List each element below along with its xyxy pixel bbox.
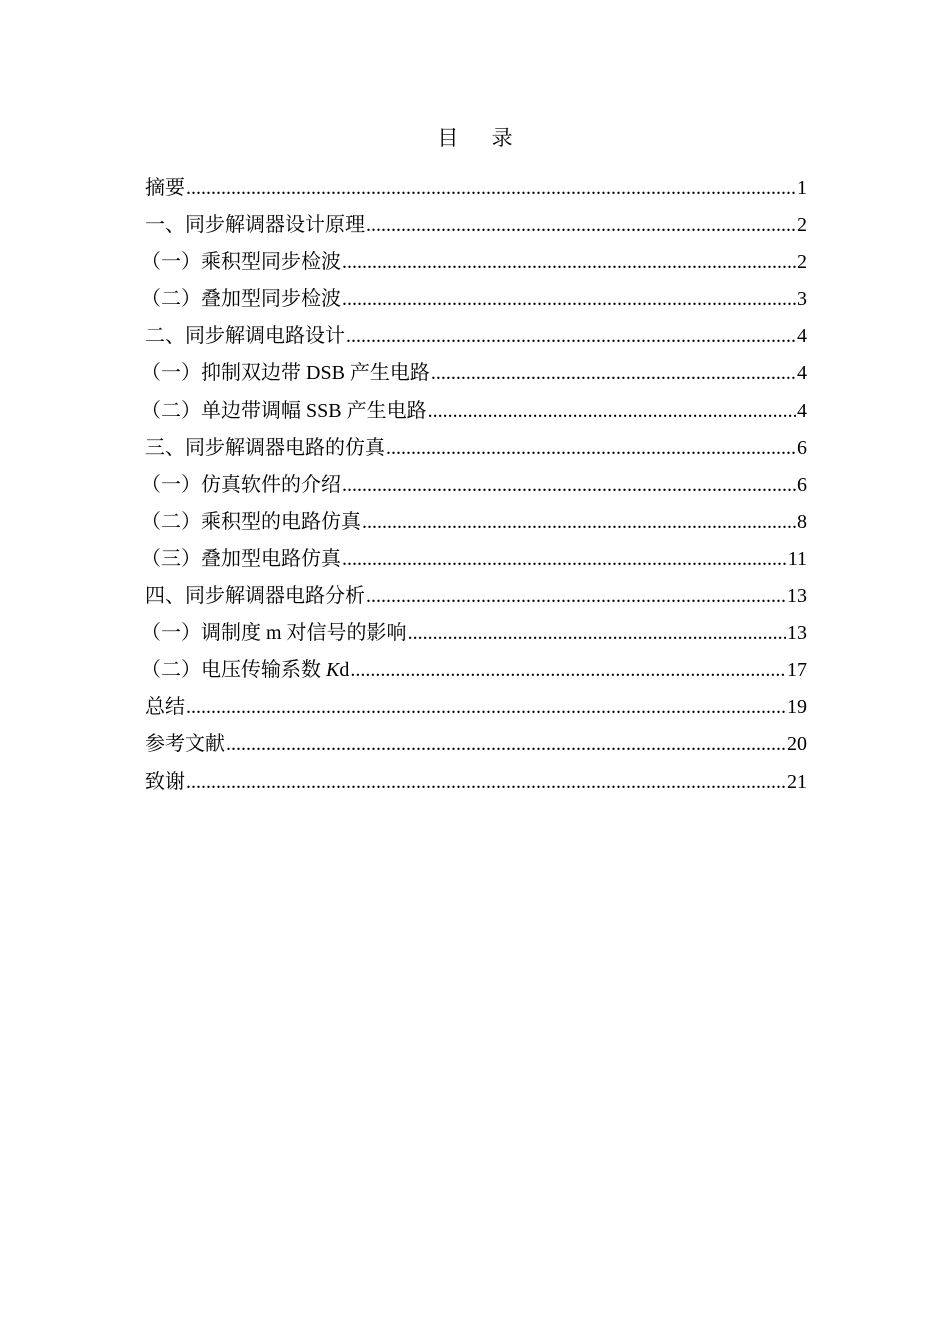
toc-list bbox=[141, 170, 807, 801]
toc-page-number: 19 bbox=[787, 696, 807, 719]
toc-page-number: 2 bbox=[797, 214, 807, 237]
toc-page-number: 3 bbox=[797, 288, 807, 311]
toc-entry-section-4-2[interactable] bbox=[141, 652, 807, 689]
toc-entry-text: （二）乘积型的电路仿真 bbox=[141, 510, 361, 533]
toc-entry-text-main: （二）电压传输系数 bbox=[141, 659, 326, 682]
toc-page-number: 8 bbox=[797, 510, 807, 533]
dot-leader bbox=[342, 467, 796, 504]
toc-entry-text: 一、同步解调器设计原理 bbox=[145, 214, 365, 237]
toc-page-number: 2 bbox=[797, 251, 807, 274]
toc-entry-section-2-2[interactable] bbox=[141, 393, 807, 430]
dot-leader bbox=[342, 281, 796, 318]
toc-entry-references[interactable] bbox=[145, 726, 807, 763]
toc-entry-text: 致谢 bbox=[145, 770, 185, 793]
dot-leader bbox=[386, 430, 796, 467]
toc-page-number: 4 bbox=[797, 399, 807, 422]
dot-leader bbox=[428, 393, 796, 430]
toc-entry-section-2-1[interactable] bbox=[141, 355, 807, 392]
dot-leader bbox=[186, 764, 786, 801]
toc-page-number: 20 bbox=[787, 733, 807, 756]
dot-leader bbox=[342, 541, 787, 578]
toc-entry-chapter-1[interactable] bbox=[145, 207, 807, 244]
dot-leader bbox=[366, 207, 796, 244]
dot-leader bbox=[226, 726, 786, 763]
toc-entry-text: 参考文献 bbox=[145, 733, 225, 756]
toc-entry-acknowledgements[interactable] bbox=[145, 764, 807, 801]
dot-leader bbox=[186, 170, 796, 207]
toc-entry-text: （二）单边带调幅 SSB 产生电路 bbox=[141, 399, 427, 422]
toc-entry-text: （二）叠加型同步检波 bbox=[141, 288, 341, 311]
dot-leader bbox=[186, 689, 786, 726]
toc-entry-text-suffix: d bbox=[339, 659, 350, 682]
toc-page-number: 13 bbox=[787, 622, 807, 645]
toc-page-number: 13 bbox=[787, 585, 807, 608]
toc-entry-chapter-2[interactable] bbox=[145, 318, 807, 355]
toc-entry-chapter-3[interactable] bbox=[145, 430, 807, 467]
toc-entry-text: 四、同步解调器电路分析 bbox=[145, 585, 365, 608]
toc-page-number: 1 bbox=[797, 177, 807, 199]
dot-leader bbox=[366, 578, 786, 615]
toc-entry-text bbox=[141, 652, 349, 689]
toc-entry-section-1-1[interactable] bbox=[141, 244, 807, 281]
toc-title: 目 录 bbox=[437, 126, 527, 150]
toc-entry-text: 总结 bbox=[145, 696, 185, 719]
toc-entry-text: （一）仿真软件的介绍 bbox=[141, 473, 341, 496]
toc-entry-chapter-4[interactable] bbox=[145, 578, 807, 615]
toc-page-number: 17 bbox=[787, 659, 807, 682]
toc-entry-section-3-3[interactable] bbox=[141, 541, 807, 578]
toc-entry-text: 摘要 bbox=[145, 177, 185, 199]
toc-entry-text: （一）调制度 m 对信号的影响 bbox=[141, 622, 407, 645]
dot-leader bbox=[350, 652, 786, 689]
toc-entry-section-3-1[interactable] bbox=[141, 467, 807, 504]
toc-page-number: 6 bbox=[797, 473, 807, 496]
dot-leader bbox=[431, 355, 796, 392]
dot-leader bbox=[346, 318, 796, 355]
toc-entry-section-3-2[interactable] bbox=[141, 504, 807, 541]
toc-entry-text: 三、同步解调器电路的仿真 bbox=[145, 436, 385, 459]
toc-entry-text: （一）抑制双边带 DSB 产生电路 bbox=[141, 362, 430, 385]
toc-entry-summary[interactable] bbox=[145, 689, 807, 726]
toc-entry-abstract[interactable] bbox=[145, 170, 807, 207]
toc-page-number: 4 bbox=[797, 325, 807, 348]
toc-entry-section-4-1[interactable] bbox=[141, 615, 807, 652]
toc-page-number: 21 bbox=[787, 770, 807, 793]
toc-entry-text: （三）叠加型电路仿真 bbox=[141, 547, 341, 570]
dot-leader bbox=[408, 615, 786, 652]
toc-entry-text: 二、同步解调电路设计 bbox=[145, 325, 345, 348]
toc-entry-section-1-2[interactable] bbox=[141, 281, 807, 318]
dot-leader bbox=[362, 504, 796, 541]
toc-page-number: 11 bbox=[787, 547, 807, 570]
toc-page-number: 6 bbox=[797, 436, 807, 459]
toc-entry-text-italic: K bbox=[326, 659, 340, 682]
toc-entry-text: （一）乘积型同步检波 bbox=[141, 251, 341, 274]
toc-page-number: 4 bbox=[797, 362, 807, 385]
dot-leader bbox=[342, 244, 796, 281]
